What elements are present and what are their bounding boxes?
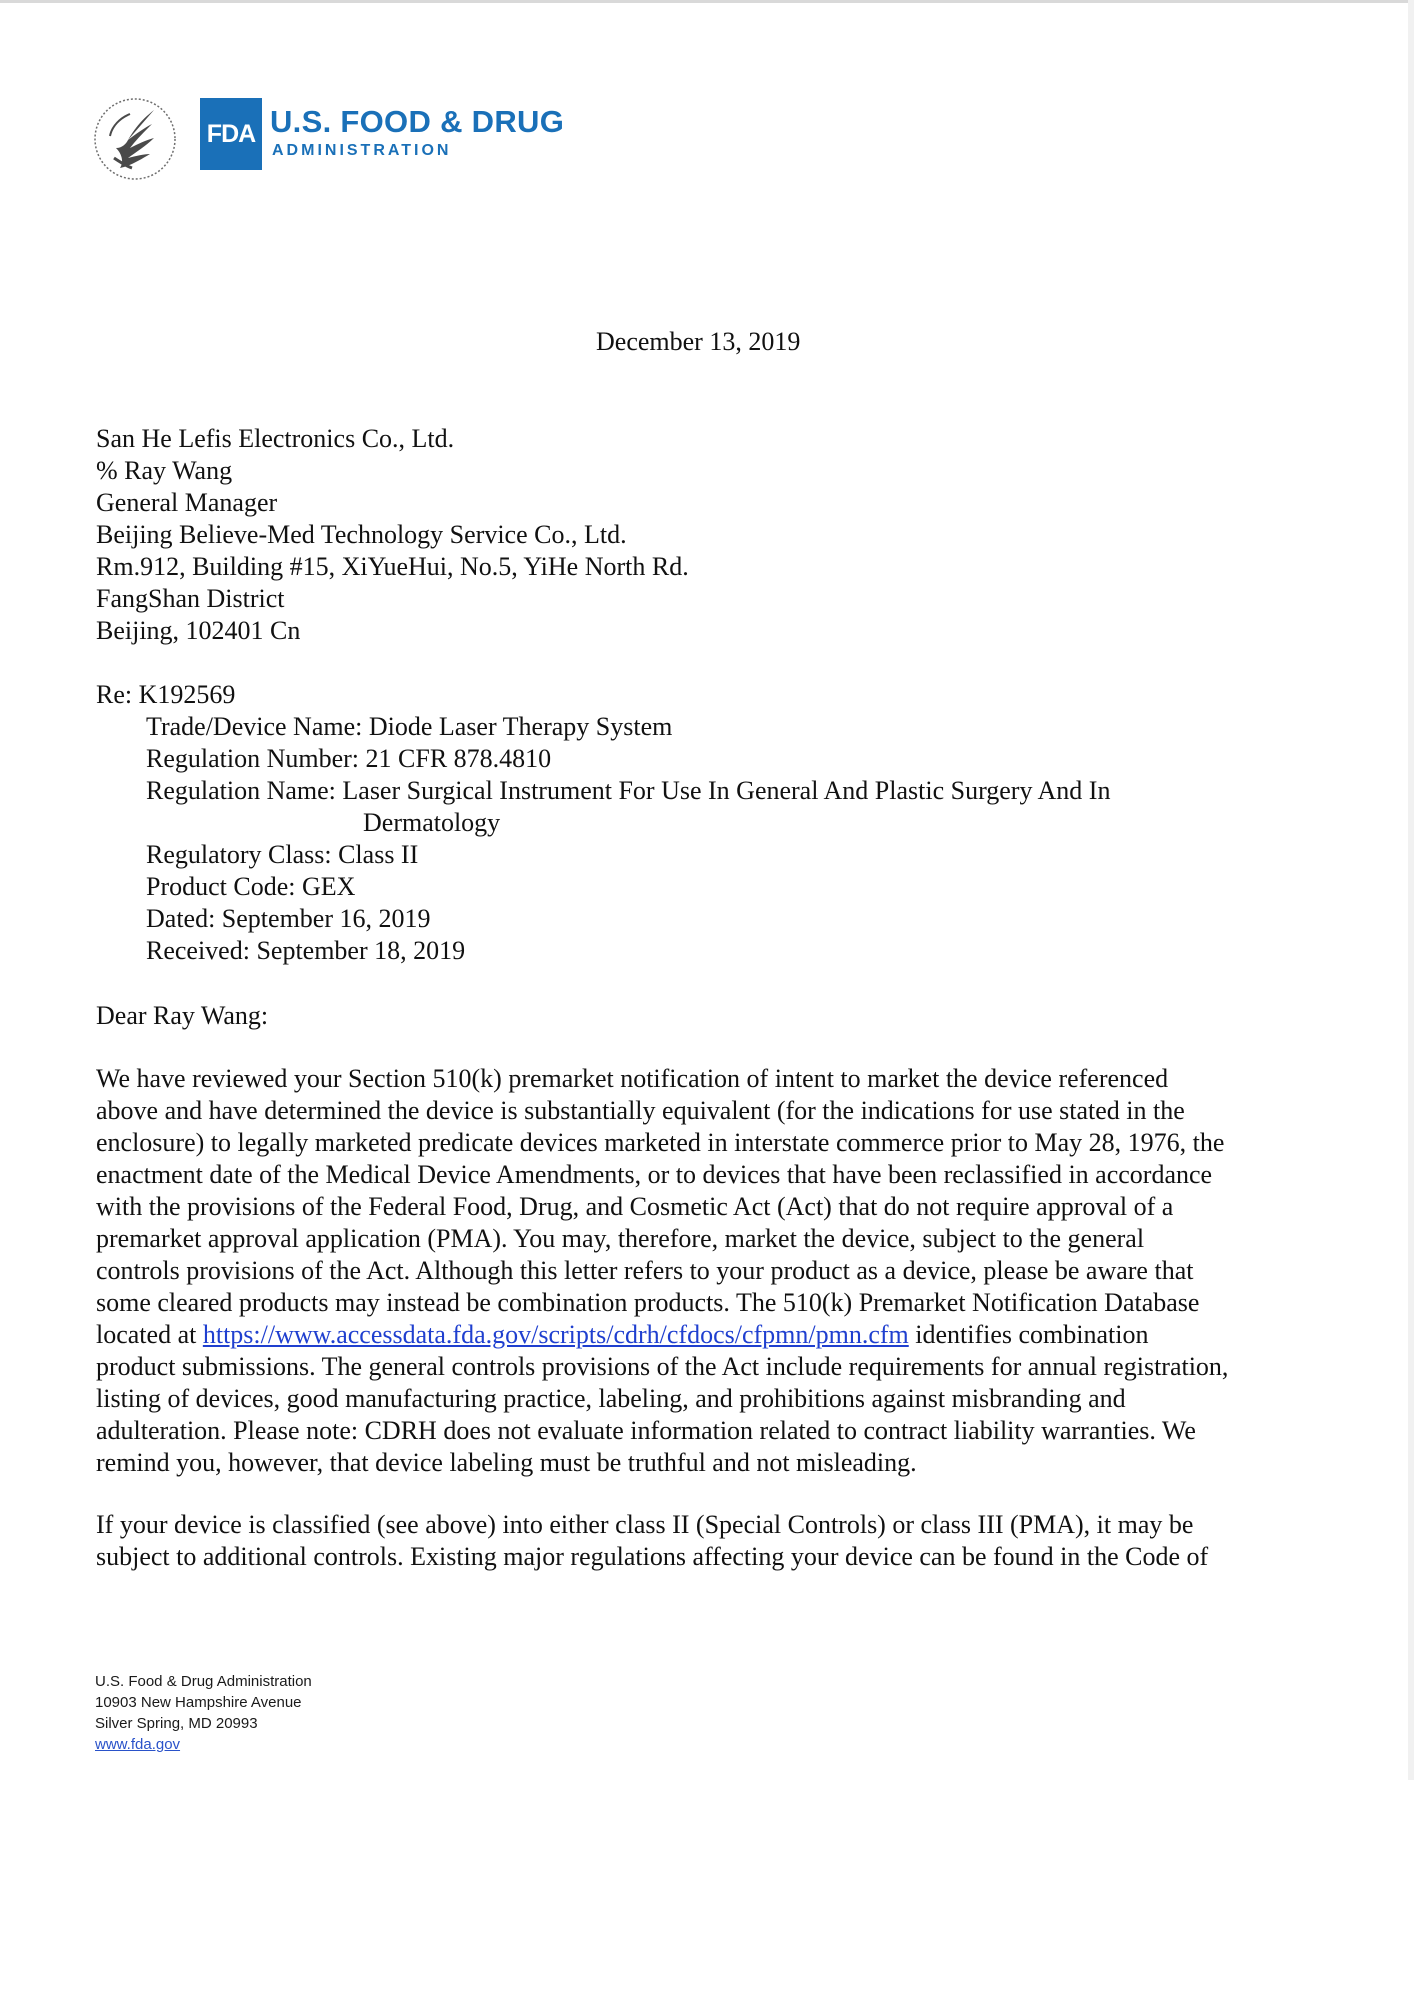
regulatory-class: Regulatory Class: Class II — [146, 840, 419, 869]
paragraph-line: some cleared products may instead be combination products. The 510(k) Premarket Notification Database — [96, 1288, 1200, 1317]
pmn-database-link[interactable]: https://www.accessdata.fda.gov/scripts/cdrh/cfdocs/cfpmn/pmn.cfm — [202, 1320, 909, 1349]
paragraph-line: listing of devices, good manufacturing practice, labeling, and prohibitions against misbranding and — [96, 1384, 1126, 1413]
page-right-shade — [1408, 0, 1414, 1780]
agency-name: U.S. FOOD & DRUG — [270, 104, 565, 139]
paragraph-line: If your device is classified (see above) into either class II (Special Controls) or class III (PMA), it may be — [96, 1510, 1194, 1539]
address-line: % Ray Wang — [96, 456, 233, 485]
link-suffix: identifies combination — [908, 1320, 1149, 1349]
link-prefix: located at — [96, 1320, 203, 1349]
paragraph-line: controls provisions of the Act. Although this letter refers to your product as a device, please be aware that — [96, 1256, 1194, 1285]
dated: Dated: September 16, 2019 — [146, 904, 431, 933]
received: Received: September 18, 2019 — [146, 936, 466, 965]
re-block — [96, 679, 1110, 967]
address-line: San He Lefis Electronics Co., Ltd. — [96, 424, 455, 453]
footer-line: 10903 New Hampshire Avenue — [95, 1694, 302, 1711]
recipient-address — [96, 423, 689, 647]
regulation-name-continued: Dermatology — [363, 808, 501, 837]
address-line: FangShan District — [96, 584, 285, 613]
regulation-number: Regulation Number: 21 CFR 878.4810 — [146, 744, 552, 773]
product-code: Product Code: GEX — [146, 872, 356, 901]
paragraph-line: adulteration. Please note: CDRH does not evaluate information related to contract liability warranties. We — [96, 1416, 1196, 1445]
body-paragraph-2 — [96, 1509, 1208, 1573]
address-line: Beijing Believe-Med Technology Service Co., Ltd. — [96, 520, 627, 549]
paragraph-line: enactment date of the Medical Device Amendments, or to devices that have been reclassified in accordance — [96, 1160, 1213, 1189]
fda-logo — [92, 96, 565, 176]
paragraph-line: subject to additional controls. Existing major regulations affecting your device can be found in the Code of — [96, 1542, 1209, 1571]
body-paragraph-1 — [96, 1063, 1228, 1479]
paragraph-line: above and have determined the device is substantially equivalent (for the indications for use stated in the — [96, 1096, 1185, 1125]
paragraph-line: premarket approval application (PMA). You may, therefore, market the device, subject to the general — [96, 1224, 1145, 1253]
paragraph-line: remind you, however, that device labeling must be truthful and not misleading. — [96, 1448, 917, 1477]
address-line: Rm.912, Building #15, XiYueHui, No.5, YiHe North Rd. — [96, 552, 689, 581]
address-line: Beijing, 102401 Cn — [96, 616, 301, 645]
paragraph-line: with the provisions of the Federal Food, Drug, and Cosmetic Act (Act) that do not require approval of a — [96, 1192, 1174, 1221]
fda-box-logo: FDA — [200, 98, 262, 170]
agency-subtitle: ADMINISTRATION — [272, 142, 452, 159]
re-line: Re: K192569 — [96, 680, 236, 709]
paragraph-line-with-link — [96, 1319, 1228, 1351]
footer-line: U.S. Food & Drug Administration — [95, 1673, 312, 1690]
letter-date: December 13, 2019 — [596, 327, 801, 356]
paragraph-line: enclosure) to legally marketed predicate devices marketed in interstate commerce prior to May 28, 1976, the — [96, 1128, 1225, 1157]
page-top-edge — [0, 0, 1414, 3]
paragraph-line: We have reviewed your Section 510(k) premarket notification of intent to market the device referenced — [96, 1064, 1169, 1093]
address-line: General Manager — [96, 488, 278, 517]
regulation-name: Regulation Name: Laser Surgical Instrument For Use In General And Plastic Surgery And In — [146, 776, 1111, 805]
fda-website-link[interactable]: www.fda.gov — [95, 1736, 181, 1753]
paragraph-line: product submissions. The general controls provisions of the Act include requirements for annual registration, — [96, 1352, 1229, 1381]
footer-line: Silver Spring, MD 20993 — [95, 1715, 258, 1732]
trade-device-name: Trade/Device Name: Diode Laser Therapy System — [146, 712, 673, 741]
footer-address — [95, 1671, 312, 1755]
salutation: Dear Ray Wang: — [96, 1001, 269, 1030]
hhs-eagle-seal-icon — [92, 96, 178, 182]
